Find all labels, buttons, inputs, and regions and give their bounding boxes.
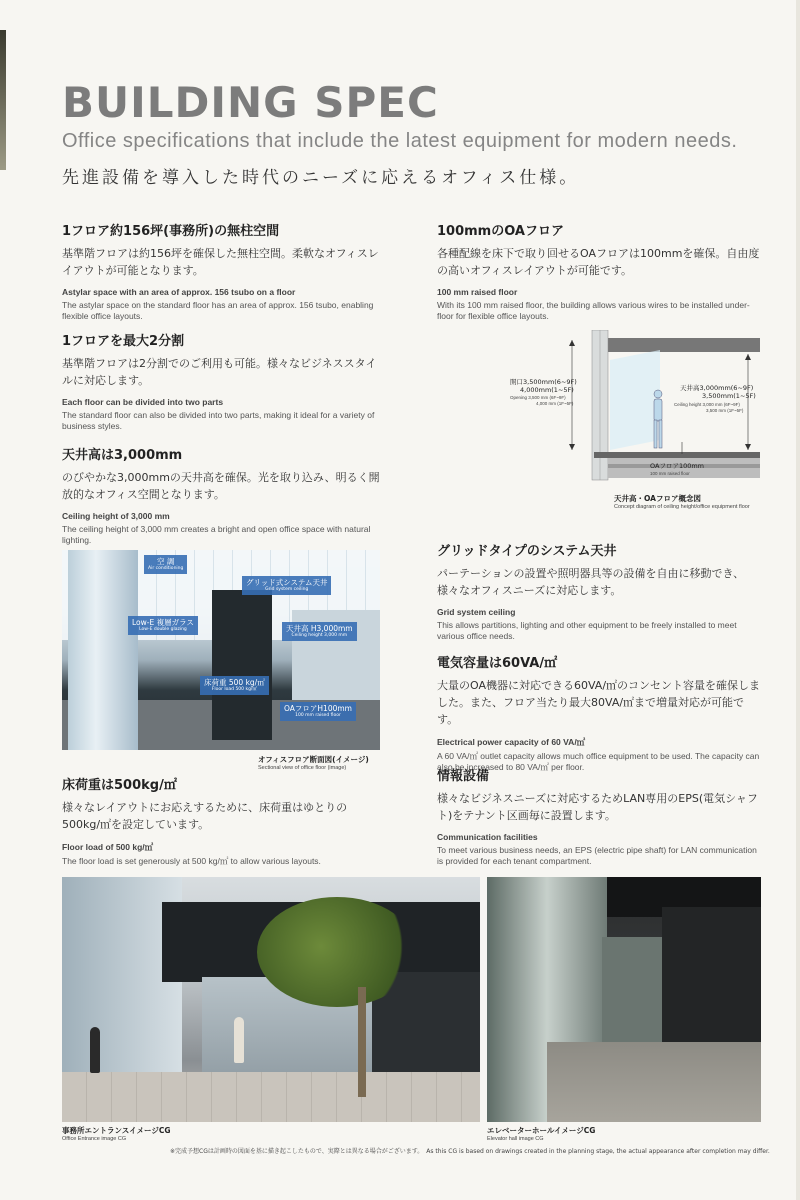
spec-title: グリッドタイプのシステム天井 [437, 544, 617, 559]
tag-ceiling-height: 天井高 H3,000mm Ceiling height 3,000 mm [282, 622, 357, 641]
label-ceiling: 天井高3,000mm(6~9F) [680, 384, 754, 392]
tag-grid-ceiling: グリッド式システム天井 Grid system ceiling [242, 576, 331, 595]
spec-floor-division [62, 330, 382, 432]
elevator-hall-photo [487, 877, 761, 1122]
entrance-caption: 事務所エントランスイメージCG [62, 1126, 171, 1135]
spec-title: 100mmのOAフロア [437, 224, 564, 239]
spec-ceiling-height [62, 444, 382, 546]
spec-text-en: To meet various business needs, an EPS (electric pipe shaft) for LAN communication is provided for each tenant compartment. [437, 845, 757, 866]
spec-text-en: The floor load is set generously at 500 kg/㎡ to allow various layouts. [62, 856, 321, 866]
office-floor-section-image [62, 550, 380, 750]
spec-title: 天井高は3,000mm [62, 448, 183, 463]
spec-title-en: 100 mm raised floor [437, 287, 518, 297]
label-ceiling-en-2: 3,500 mm (1F~5F) [706, 408, 744, 413]
spec-title-en: Grid system ceiling [437, 607, 516, 617]
spec-text-jp: 様々なレイアウトにお応えするために、床荷重はゆとりの500kg/㎡を設定しています。 [62, 801, 348, 831]
label-oa-floor-en: 100 mm raised floor [650, 471, 690, 476]
office-image-caption-en: Sectional view of office floor (image) [258, 765, 347, 771]
spec-title-en: Astylar space with an area of approx. 156 tsubo on a floor [62, 287, 296, 297]
spec-title-en: Electrical power capacity of 60 VA/㎡ [437, 737, 586, 747]
label-oa-floor: OAフロア100mm [650, 462, 705, 470]
subtitle-japanese: 先進設備を導入した時代のニーズに応えるオフィス仕様。 [62, 168, 580, 188]
entrance-caption-en: Office Entrance image CG [62, 1136, 127, 1142]
elevator-caption: エレベーターホールイメージCG [487, 1126, 596, 1135]
tag-air-conditioning: 空 調 Air conditioning [144, 555, 187, 574]
spec-grid-ceiling [437, 540, 762, 642]
spec-title: 電気容量は60VA/㎡ [437, 656, 558, 671]
spec-text-jp: 基準階フロアは2分割でのご利用も可能。様々なビジネススタイルに対応します。 [62, 357, 377, 387]
subtitle-english: Office specifications that include the latest equipment for modern needs. [62, 130, 738, 152]
label-opening-en-2: 4,000 mm (1F~5F) [536, 401, 574, 406]
spec-title-en: Communication facilities [437, 832, 538, 842]
spec-text-jp: 基準階フロアは約156坪を確保した無柱空間。柔軟なオフィスレイアウトが可能となります。 [62, 247, 379, 277]
diagram-caption-en: Concept diagram of ceiling height/office equipment floor [614, 504, 750, 510]
tag-floor-load: 床荷重 500 kg/㎡ Floor load 500 kg/㎡ [200, 676, 269, 695]
office-entrance-photo [62, 877, 480, 1122]
spec-title: 床荷重は500kg/㎡ [62, 778, 177, 793]
page-title: BUILDING SPEC [62, 78, 439, 127]
spec-title-en: Ceiling height of 3,000 mm [62, 511, 170, 521]
spec-text-jp: のびやかな3,000mmの天井高を確保。光を取り込み、明るく開放的なオフィス空間となります。 [62, 471, 380, 501]
spec-title: 1フロアを最大2分割 [62, 334, 185, 349]
spec-oa-floor [437, 220, 762, 322]
spec-text-en: With its 100 mm raised floor, the building allows various wires to be installed under-floor for flexible office layouts. [437, 300, 750, 321]
footnote: ※完成予想CGは計画時の図面を基に描き起こしたもので、実際とは異なる場合がございます。 As this CG is based on drawings created in the planning stage, the actual appearance after completion may differ. [170, 1148, 770, 1155]
spec-text-en: The ceiling height of 3,000 mm creates a bright and open office space with natural lighting. [62, 524, 371, 545]
label-ceiling-2: 3,500mm(1~5F) [702, 392, 756, 400]
spec-text-jp: 大量のOA機器に対応できる60VA/㎡のコンセント容量を確保しました。また、フロア当たり最大80VA/㎡まで増量対応が可能です。 [437, 679, 761, 726]
elevator-caption-en: Elevator hall image CG [487, 1136, 544, 1142]
label-opening-2: 4,000mm(1~5F) [520, 386, 574, 394]
binding-edge [0, 30, 6, 170]
office-image-caption: オフィスフロア断面図(イメージ) [258, 755, 369, 764]
spec-text-jp: パーテーションの設置や照明器具等の設備を自由に移動でき、様々なオフィスニーズに対応します。 [437, 567, 745, 597]
spec-text-en: A 60 VA/㎡ outlet capacity allows much office equipment to be used. The capacity can also be increased to 80 VA/㎡ per floor. [437, 751, 760, 772]
label-opening: 開口3,500mm(6~9F) [510, 378, 577, 386]
spec-text-en: The standard floor can also be divided into two parts, making it ideal for a variety of business styles. [62, 410, 375, 431]
spec-electrical-capacity [437, 652, 762, 773]
page-edge [796, 0, 800, 1200]
spec-title: 1フロア約156坪(事務所)の無柱空間 [62, 224, 280, 239]
ceiling-oa-diagram [510, 330, 760, 490]
spec-text-en: This allows partitions, lighting and other equipment to be freely installed to meet various office needs. [437, 620, 737, 641]
spec-title-en: Each floor can be divided into two parts [62, 397, 224, 407]
spec-text-jp: 様々なビジネスニーズに対応するためLAN専用のEPS(電気シャフト)をテナント区画毎に設置します。 [437, 792, 758, 822]
spec-communication [437, 765, 762, 867]
spec-title-en: Floor load of 500 kg/㎡ [62, 842, 154, 852]
spec-astylar-space [62, 220, 382, 322]
diagram-caption: 天井高・OAフロア概念図 [614, 494, 701, 503]
label-ceiling-en-1: Ceiling height 3,000 mm (6F~9F) [674, 402, 740, 407]
spec-text-en: The astylar space on the standard floor has an area of approx. 156 tsubo, enabling flexible office layouts. [62, 300, 374, 321]
label-opening-en-1: Opening 3,500 mm (6F~9F) [510, 395, 566, 400]
spec-floor-load [62, 774, 382, 867]
tag-low-e-glass: Low-E 複層ガラス Low-E double glazing [128, 616, 198, 635]
spec-text-jp: 各種配線を床下で取り回せるOAフロアは100mmを確保。自由度の高いオフィスレイアウトが可能です。 [437, 247, 760, 277]
spec-title: 情報設備 [437, 769, 490, 784]
tag-oa-floor: OAフロアH100mm 100 mm raised floor [280, 702, 356, 721]
